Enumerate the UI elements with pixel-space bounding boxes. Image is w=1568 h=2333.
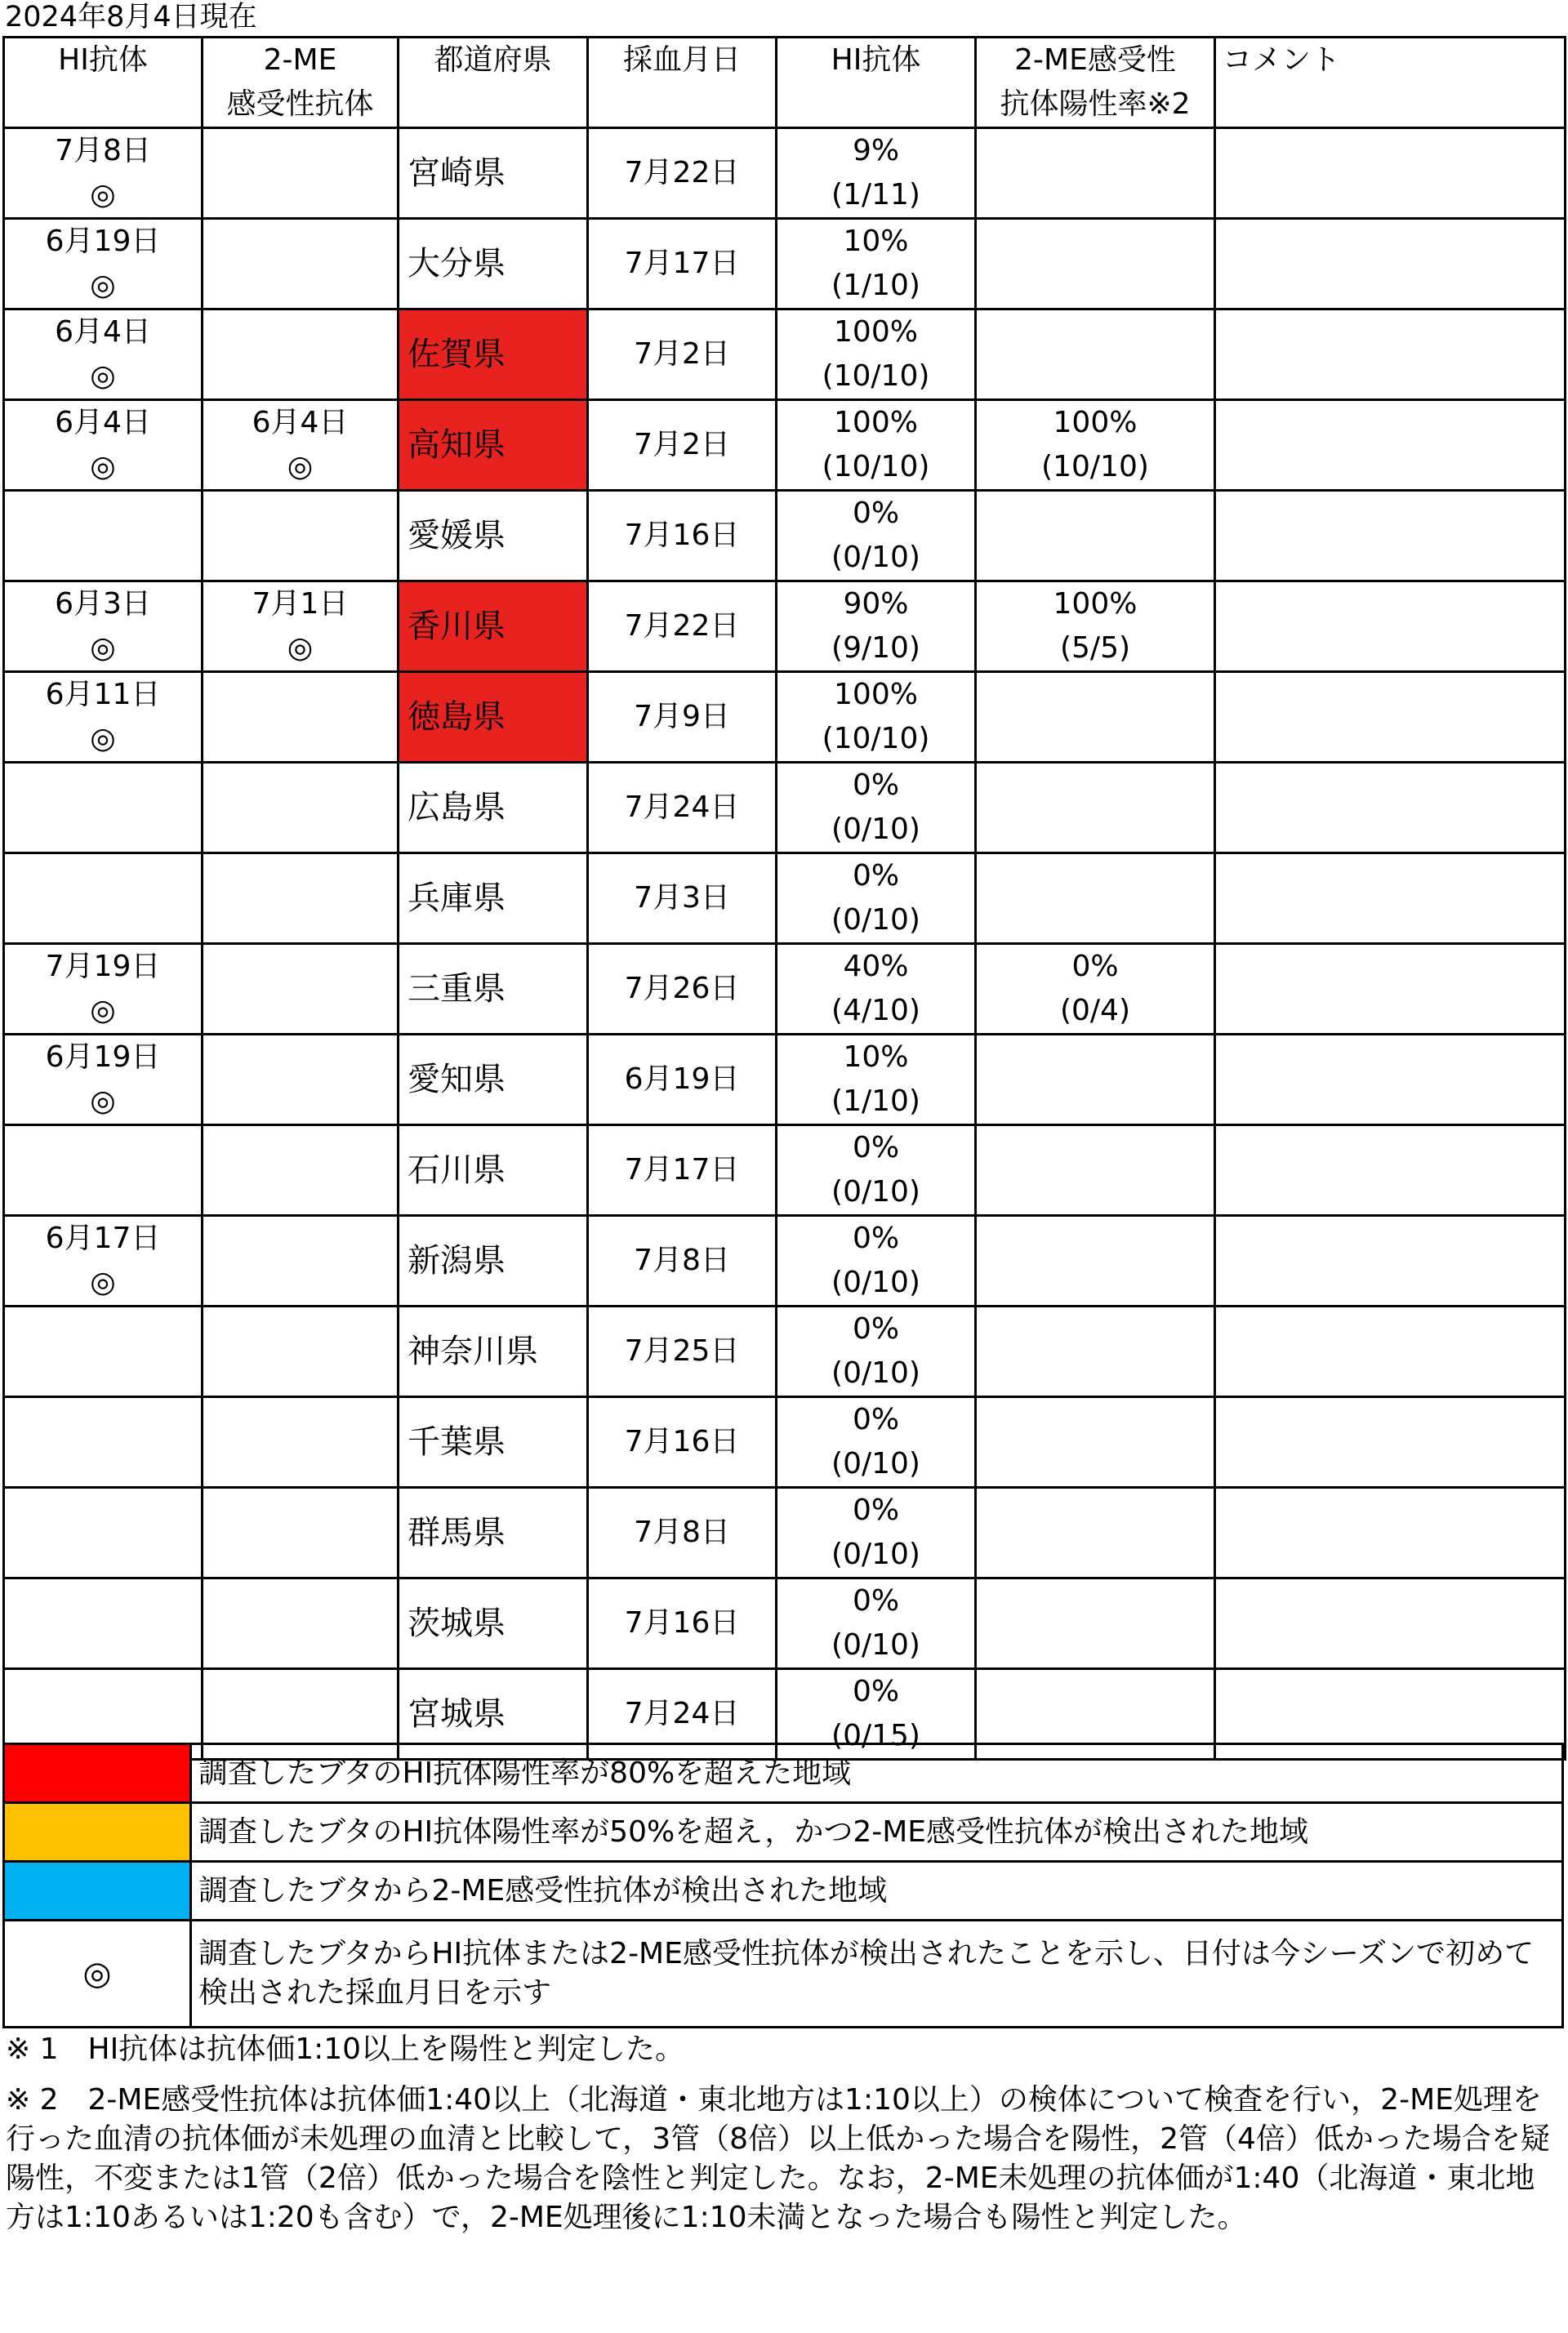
header-hi-rate: HI抗体: [777, 38, 976, 128]
sample-date-cell: [588, 128, 777, 219]
me-date-text: 6月4日: [252, 406, 349, 439]
hi-pct-text: 100%: [834, 406, 918, 439]
sample-text: 7月9日: [634, 700, 730, 733]
hi-frac-text: (10/10): [822, 359, 930, 393]
hi-first-date-cell: [4, 1125, 203, 1216]
me-rate-cell: [976, 1216, 1215, 1307]
hi-frac-text: (1/11): [831, 178, 920, 211]
hi-mark-text: ◎: [90, 1266, 116, 1299]
hi-rate-cell: [777, 1578, 976, 1669]
hi-pct-text: 100%: [834, 315, 918, 349]
legend-row-blue: [4, 1862, 1563, 1921]
hi-frac-text: (10/10): [822, 722, 930, 755]
sample-text: 7月25日: [624, 1334, 740, 1368]
comment-cell: [1215, 763, 1566, 853]
hi-date-text: 6月4日: [55, 406, 151, 439]
prefecture-cell: [399, 309, 588, 400]
hi-first-date-cell: [4, 853, 203, 944]
hi-frac-text: (1/10): [831, 1084, 920, 1118]
header-sample-date: 採血月日: [588, 38, 777, 128]
hi-rate-cell: [777, 763, 976, 853]
hi-frac-text: (0/10): [831, 1447, 920, 1480]
sample-date-cell: [588, 944, 777, 1035]
hi-rate-cell: [777, 853, 976, 944]
legend-text-orange: 調査したブタのHI抗体陽性率が50%を超え，かつ2-ME感受性抗体が検出された地域: [191, 1803, 1563, 1862]
comment-cell: [1215, 1307, 1566, 1397]
sample-text: 7月16日: [624, 1606, 740, 1640]
pref-text: 宮城県: [408, 1695, 506, 1733]
hi-rate-cell: [777, 400, 976, 491]
hi-mark-text: ◎: [90, 631, 116, 665]
hi-rate-cell: [777, 1216, 976, 1307]
sample-date-cell: [588, 491, 777, 581]
header-row: [4, 38, 1566, 128]
prefecture-cell: [399, 1488, 588, 1578]
me-rate-cell: [976, 400, 1215, 491]
hi-date-text: 7月8日: [55, 134, 151, 167]
me-rate-cell: [976, 672, 1215, 763]
legend-swatch-orange: [4, 1803, 191, 1862]
hi-rate-cell: [777, 1125, 976, 1216]
me-rate-cell: [976, 491, 1215, 581]
hi-frac-text: (0/10): [831, 813, 920, 846]
hi-first-date-cell: [4, 128, 203, 219]
hi-pct-text: 0%: [852, 1312, 900, 1346]
sample-date-cell: [588, 853, 777, 944]
table-row: [4, 1035, 1566, 1125]
table-row: [4, 400, 1566, 491]
table-row: [4, 1216, 1566, 1307]
me-rate-cell: [976, 853, 1215, 944]
hi-rate-cell: [777, 944, 976, 1035]
me-first-date-cell: [203, 763, 399, 853]
me-rate-cell: [976, 763, 1215, 853]
hi-mark-text: ◎: [90, 269, 116, 302]
me-first-date-cell: [203, 853, 399, 944]
me-first-date-cell: [203, 1125, 399, 1216]
pref-text: 三重県: [408, 970, 506, 1008]
header-me-first-date: 2-ME 感受性抗体: [203, 38, 399, 128]
prefecture-cell: [399, 1307, 588, 1397]
me-rate-cell: [976, 1488, 1215, 1578]
prefecture-cell: [399, 1578, 588, 1669]
table-row: [4, 128, 1566, 219]
sample-date-cell: [588, 1397, 777, 1488]
hi-frac-text: (0/10): [831, 1175, 920, 1209]
comment-cell: [1215, 672, 1566, 763]
hi-date-text: 6月19日: [45, 1040, 161, 1074]
me-first-date-cell: [203, 128, 399, 219]
comment-cell: [1215, 491, 1566, 581]
table-row: [4, 944, 1566, 1035]
hi-first-date-cell: [4, 1397, 203, 1488]
header-comment: コメント: [1215, 38, 1566, 128]
comment-cell: [1215, 400, 1566, 491]
hi-pct-text: 0%: [852, 768, 900, 802]
me-first-date-cell: [203, 491, 399, 581]
prefecture-cell: [399, 1216, 588, 1307]
table-row: [4, 219, 1566, 309]
pref-text: 群馬県: [408, 1514, 506, 1552]
sample-date-cell: [588, 400, 777, 491]
hi-first-date-cell: [4, 581, 203, 672]
me-rate-cell: [976, 1035, 1215, 1125]
sample-text: 7月8日: [634, 1244, 730, 1277]
me-frac-text: (5/5): [1059, 631, 1131, 665]
hi-first-date-cell: [4, 309, 203, 400]
hi-pct-text: 90%: [843, 587, 909, 621]
comment-cell: [1215, 581, 1566, 672]
me-pct-text: 100%: [1053, 587, 1138, 621]
hi-pct-text: 0%: [852, 1494, 900, 1527]
sample-date-cell: [588, 1307, 777, 1397]
sample-date-cell: [588, 1035, 777, 1125]
me-mark-text: ◎: [287, 450, 314, 483]
hi-mark-text: ◎: [90, 722, 116, 755]
hi-date-text: 6月3日: [55, 587, 151, 621]
sample-date-cell: [588, 1578, 777, 1669]
me-first-date-cell: [203, 400, 399, 491]
hi-frac-text: (0/10): [831, 903, 920, 937]
hi-first-date-cell: [4, 491, 203, 581]
legend-row-mark: [4, 1921, 1563, 2028]
pref-text: 新潟県: [408, 1242, 506, 1280]
hi-pct-text: 0%: [852, 1403, 900, 1436]
hi-rate-cell: [777, 219, 976, 309]
prefecture-cell: [399, 219, 588, 309]
hi-pct-text: 0%: [852, 1584, 900, 1618]
me-first-date-cell: [203, 1578, 399, 1669]
me-rate-cell: [976, 1307, 1215, 1397]
survey-table: [2, 36, 1566, 1761]
comment-cell: [1215, 944, 1566, 1035]
me-rate-cell: [976, 581, 1215, 672]
hi-pct-text: 0%: [852, 1131, 900, 1164]
hi-rate-cell: [777, 1397, 976, 1488]
table-row: [4, 853, 1566, 944]
hi-rate-cell: [777, 491, 976, 581]
table-row: [4, 1307, 1566, 1397]
hi-first-date-cell: [4, 1488, 203, 1578]
hi-date-text: 7月19日: [45, 950, 161, 983]
hi-rate-cell: [777, 1307, 976, 1397]
hi-rate-cell: [777, 672, 976, 763]
me-first-date-cell: [203, 309, 399, 400]
prefecture-cell: [399, 944, 588, 1035]
hi-pct-text: 0%: [852, 1675, 900, 1708]
hi-pct-text: 0%: [852, 859, 900, 893]
hi-first-date-cell: [4, 1578, 203, 1669]
prefecture-cell: [399, 763, 588, 853]
sample-text: 7月22日: [624, 609, 740, 643]
sample-date-cell: [588, 219, 777, 309]
me-first-date-cell: [203, 1397, 399, 1488]
sample-date-cell: [588, 1216, 777, 1307]
pref-text: 大分県: [408, 245, 506, 283]
table-row: [4, 1578, 1566, 1669]
prefecture-cell: [399, 1035, 588, 1125]
hi-frac-text: (1/10): [831, 269, 920, 302]
hi-rate-cell: [777, 309, 976, 400]
sample-text: 7月22日: [624, 156, 740, 189]
me-first-date-cell: [203, 1035, 399, 1125]
hi-mark-text: ◎: [90, 450, 116, 483]
hi-first-date-cell: [4, 1216, 203, 1307]
comment-cell: [1215, 1578, 1566, 1669]
prefecture-cell: [399, 853, 588, 944]
prefecture-cell: [399, 491, 588, 581]
hi-date-text: 6月11日: [45, 678, 161, 711]
hi-rate-cell: [777, 1035, 976, 1125]
table-row: [4, 1488, 1566, 1578]
sample-text: 7月24日: [624, 790, 740, 824]
me-first-date-cell: [203, 219, 399, 309]
legend-row-orange: [4, 1803, 1563, 1862]
hi-frac-text: (4/10): [831, 994, 920, 1027]
hi-first-date-cell: [4, 1035, 203, 1125]
prefecture-cell: [399, 581, 588, 672]
hi-rate-cell: [777, 128, 976, 219]
hi-frac-text: (10/10): [822, 450, 930, 483]
pref-text: 神奈川県: [408, 1333, 538, 1370]
me-first-date-cell: [203, 672, 399, 763]
comment-cell: [1215, 309, 1566, 400]
sample-text: 7月2日: [634, 337, 730, 371]
hi-date-text: 6月19日: [45, 225, 161, 258]
hi-frac-text: (0/10): [831, 1266, 920, 1299]
pref-text: 千葉県: [408, 1423, 506, 1461]
table-row: [4, 491, 1566, 581]
hi-frac-text: (9/10): [831, 631, 920, 665]
sample-text: 7月2日: [634, 428, 730, 461]
me-first-date-cell: [203, 944, 399, 1035]
me-rate-cell: [976, 1578, 1215, 1669]
pref-text: 高知県: [408, 426, 506, 464]
legend-table: [2, 1743, 1564, 2028]
sample-date-cell: [588, 1488, 777, 1578]
hi-pct-text: 0%: [852, 496, 900, 530]
hi-frac-text: (0/10): [831, 541, 920, 574]
sample-text: 7月17日: [624, 1153, 740, 1187]
double-circle-icon: ◎: [4, 1921, 191, 2028]
sample-text: 7月26日: [624, 972, 740, 1005]
header-prefecture: 都道府県: [399, 38, 588, 128]
legend-swatch-blue: [4, 1862, 191, 1921]
me-pct-text: 0%: [1071, 950, 1119, 983]
legend-swatch-red: [4, 1744, 191, 1803]
me-rate-cell: [976, 128, 1215, 219]
hi-pct-text: 0%: [852, 1222, 900, 1255]
hi-date-text: 6月4日: [55, 315, 151, 349]
pref-text: 茨城県: [408, 1605, 506, 1642]
prefecture-cell: [399, 128, 588, 219]
pref-text: 佐賀県: [408, 336, 506, 373]
sample-text: 7月16日: [624, 1425, 740, 1458]
table-row: [4, 1125, 1566, 1216]
hi-pct-text: 10%: [843, 225, 909, 258]
hi-mark-text: ◎: [90, 1084, 116, 1118]
hi-pct-text: 100%: [834, 678, 918, 711]
hi-pct-text: 40%: [843, 950, 909, 983]
hi-pct-text: 9%: [852, 134, 900, 167]
comment-cell: [1215, 128, 1566, 219]
sample-text: 7月3日: [634, 881, 730, 915]
hi-rate-cell: [777, 581, 976, 672]
me-rate-cell: [976, 219, 1215, 309]
prefecture-cell: [399, 1125, 588, 1216]
sample-date-cell: [588, 309, 777, 400]
table-row: [4, 1397, 1566, 1488]
me-frac-text: (0/4): [1059, 994, 1131, 1027]
me-pct-text: 100%: [1053, 406, 1138, 439]
prefecture-cell: [399, 1397, 588, 1488]
hi-frac-text: (0/10): [831, 1628, 920, 1662]
me-date-text: 7月1日: [252, 587, 349, 621]
hi-first-date-cell: [4, 944, 203, 1035]
comment-cell: [1215, 1125, 1566, 1216]
comment-cell: [1215, 219, 1566, 309]
legend-row-red: [4, 1744, 1563, 1803]
me-first-date-cell: [203, 581, 399, 672]
sample-text: 7月24日: [624, 1697, 740, 1730]
me-frac-text: (10/10): [1041, 450, 1149, 483]
header-me-rate: 2-ME感受性 抗体陽性率※2: [976, 38, 1215, 128]
pref-text: 宮崎県: [408, 154, 506, 192]
pref-text: 愛知県: [408, 1061, 506, 1098]
sample-text: 7月16日: [624, 519, 740, 552]
sample-text: 7月17日: [624, 247, 740, 280]
footnotes: [6, 2030, 1557, 2237]
table-row: [4, 763, 1566, 853]
hi-first-date-cell: [4, 1307, 203, 1397]
footnote-1: ※ 1 HI抗体は抗体価1:10以上を陽性と判定した。: [6, 2032, 685, 2066]
hi-first-date-cell: [4, 672, 203, 763]
hi-mark-text: ◎: [90, 178, 116, 211]
comment-cell: [1215, 1488, 1566, 1578]
comment-cell: [1215, 853, 1566, 944]
pref-text: 徳島県: [408, 698, 506, 736]
hi-date-text: 6月17日: [45, 1222, 161, 1255]
me-rate-cell: [976, 944, 1215, 1035]
legend-text-red: 調査したブタのHI抗体陽性率が80%を超えた地域: [191, 1744, 1563, 1803]
prefecture-cell: [399, 400, 588, 491]
pref-text: 愛媛県: [408, 517, 506, 554]
hi-pct-text: 10%: [843, 1040, 909, 1074]
hi-first-date-cell: [4, 400, 203, 491]
prefecture-cell: [399, 672, 588, 763]
me-rate-cell: [976, 1397, 1215, 1488]
hi-mark-text: ◎: [90, 994, 116, 1027]
hi-frac-text: (0/15): [831, 1719, 920, 1752]
pref-text: 石川県: [408, 1151, 506, 1189]
me-mark-text: ◎: [287, 631, 314, 665]
me-rate-cell: [976, 1125, 1215, 1216]
sample-date-cell: [588, 763, 777, 853]
sample-date-cell: [588, 581, 777, 672]
pref-text: 広島県: [408, 789, 506, 826]
hi-first-date-cell: [4, 763, 203, 853]
pref-text: 兵庫県: [408, 879, 506, 917]
sample-text: 6月19日: [624, 1062, 740, 1096]
table-row: [4, 309, 1566, 400]
hi-frac-text: (0/10): [831, 1538, 920, 1571]
comment-cell: [1215, 1035, 1566, 1125]
footnote-2: ※ 2 2-ME感受性抗体は抗体価1:40以上（北海道・東北地方は1:10以上）の検体について検査を行い，2-ME処理を行った血清の抗体価が未処理の血清と比較して，3管（8倍）以上低かった場合を陽性，2管（4倍）低かった場合を疑陽性，不変または1管（2倍）低かった場合を陰性と判定した。なお，2-ME未処理の抗体価が1:40（北海道・東北地方は1:10あるいは1:20も含む）で，2-ME処理後に1:10未満となった場合も陽性と判定した。: [6, 2083, 1550, 2234]
hi-rate-cell: [777, 1488, 976, 1578]
hi-frac-text: (0/10): [831, 1356, 920, 1390]
comment-cell: [1215, 1216, 1566, 1307]
me-first-date-cell: [203, 1488, 399, 1578]
comment-cell: [1215, 1397, 1566, 1488]
table-row: [4, 581, 1566, 672]
legend-text-mark: 調査したブタからHI抗体または2-ME感受性抗体が検出されたことを示し、日付は今シーズンで初めて検出された採血月日を示す: [191, 1921, 1563, 2028]
sample-text: 7月8日: [634, 1516, 730, 1549]
hi-first-date-cell: [4, 219, 203, 309]
legend-text-blue: 調査したブタから2-ME感受性抗体が検出された地域: [191, 1862, 1563, 1921]
report-date: 2024年8月4日現在: [5, 1, 257, 33]
header-hi-first-date: HI抗体: [4, 38, 203, 128]
me-first-date-cell: [203, 1307, 399, 1397]
hi-mark-text: ◎: [90, 359, 116, 393]
table-row: [4, 672, 1566, 763]
sample-date-cell: [588, 1125, 777, 1216]
me-first-date-cell: [203, 1216, 399, 1307]
me-rate-cell: [976, 309, 1215, 400]
sample-date-cell: [588, 672, 777, 763]
pref-text: 香川県: [408, 608, 506, 645]
